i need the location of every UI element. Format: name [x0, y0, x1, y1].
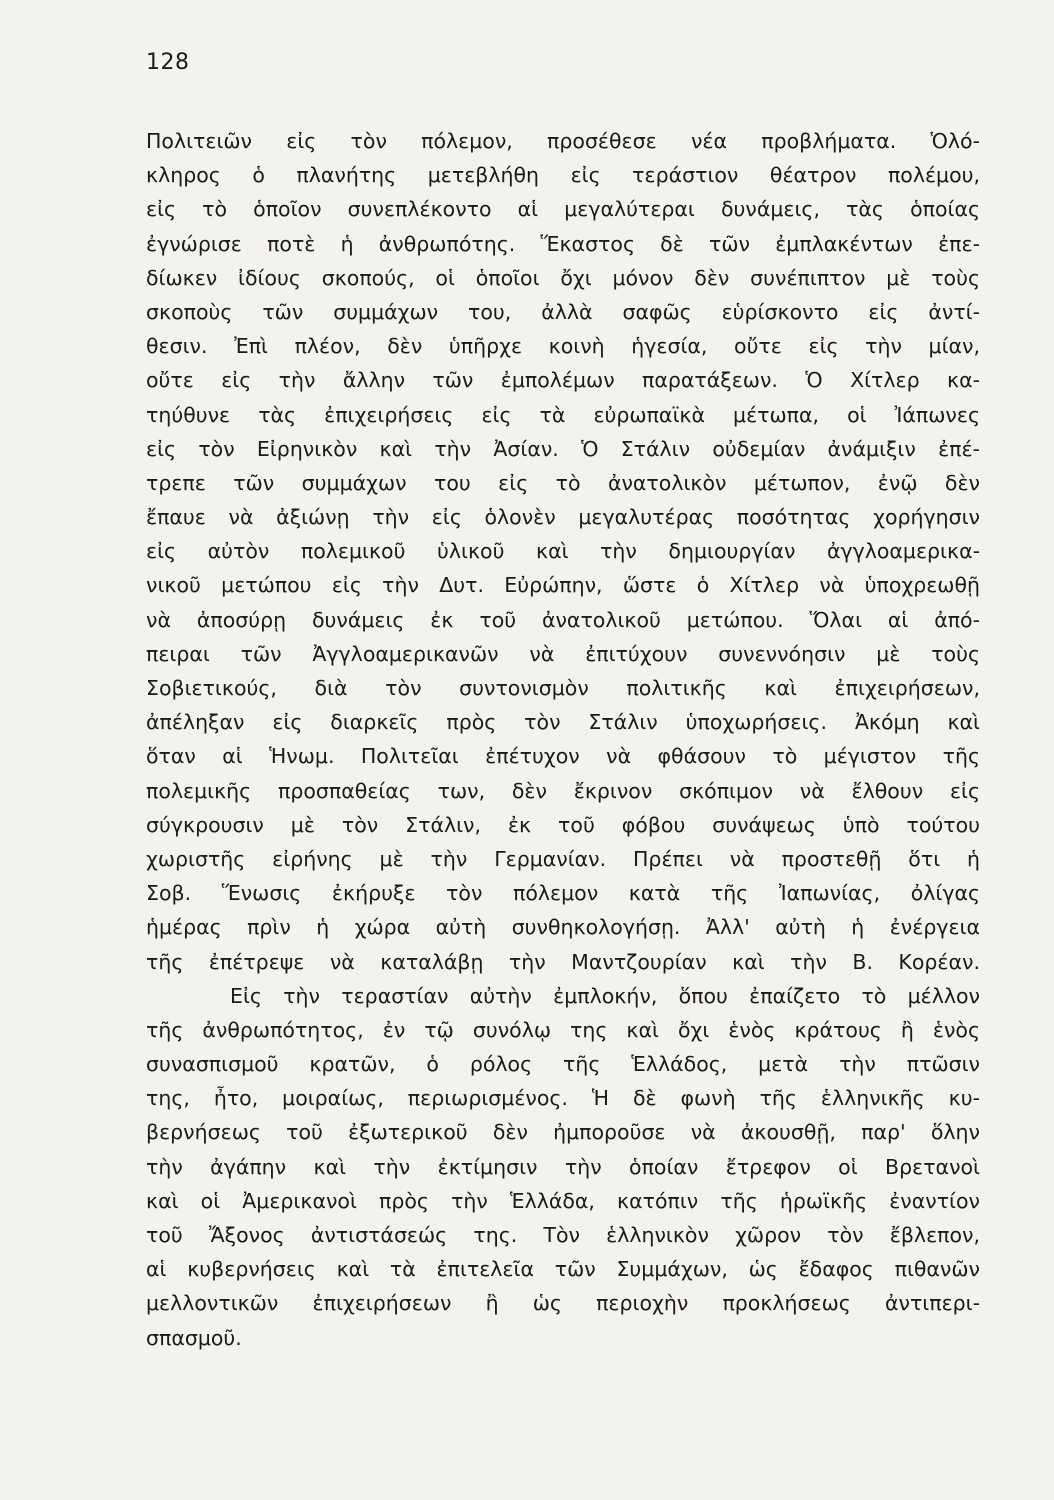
- text-line: Πολιτειῶν εἰς τὸν πόλεμον, προσέθεσε νέα προβλήματα. Ὁλό-: [146, 129, 980, 153]
- text-line: χωριστῆς εἰρήνης μὲ τὴν Γερμανίαν. Πρέπει νὰ προστεθῇ ὅτι ἡ: [146, 846, 980, 871]
- text-line: σπασμοῦ.: [146, 1325, 242, 1350]
- text-line: ὅταν αἱ Ἡνωμ. Πολιτεῖαι ἐπέτυχον νὰ φθάσουν τὸ μέγιστον τῆς: [146, 744, 980, 769]
- text-line: κληρος ὁ πλανήτης μετεβλήθη εἰς τεράστιον θέατρον πολέμου,: [146, 163, 980, 188]
- text-line: καὶ οἱ Ἀμερικανοὶ πρὸς τὴν Ἑλλάδα, κατόπιν τῆς ἡρωϊκῆς ἐναντίον: [146, 1188, 980, 1213]
- text-line: ἐγνώρισε ποτὲ ἡ ἀνθρωπότης. Ἕκαστος δὲ τῶν ἐμπλακέντων ἐπε-: [146, 231, 980, 256]
- page-number: 128: [146, 50, 190, 75]
- text-line: τοῦ Ἄξονος ἀντιστάσεώς της. Τὸν ἑλληνικὸν χῶρον τὸν ἔβλεπον,: [146, 1223, 980, 1247]
- text-line: σύγκρουσιν μὲ τὸν Στάλιν, ἐκ τοῦ φόβου συνάψεως ὑπὸ τούτου: [146, 812, 980, 837]
- text-line: πειραι τῶν Ἀγγλοαμερικανῶν νὰ ἐπιτύχουν συνεννόησιν μὲ τοὺς: [146, 641, 980, 666]
- text-line: Σοβιετικούς, διὰ τὸν συντονισμὸν πολιτικῆς καὶ ἐπιχειρήσεων,: [146, 676, 980, 700]
- text-line: βερνήσεως τοῦ ἐξωτερικοῦ δὲν ἠμποροῦσε νὰ ἀκουσθῇ, παρ' ὅλην: [146, 1120, 980, 1145]
- text-line: τῆς ἀνθρωπότητος, ἐν τῷ συνόλῳ της καὶ ὄχι ἑνὸς κράτους ἢ ἑνὸς: [146, 1017, 980, 1042]
- text-line: Σοβ. Ἕνωσις ἐκήρυξε τὸν πόλεμον κατὰ τῆς Ἰαπωνίας, ὀλίγας: [146, 881, 980, 906]
- text-line: Εἰς τὴν τεραστίαν αὐτὴν ἐμπλοκήν, ὅπου ἐπαίζετο τὸ μέλλον: [230, 983, 980, 1008]
- text-line: τηύθυνε τὰς ἐπιχειρήσεις εἰς τὰ εὐρωπαϊκὰ μέτωπα, οἱ Ἰάπωνες: [146, 402, 980, 427]
- text-line: εἰς τὸν Εἰρηνικὸν καὶ τὴν Ἀσίαν. Ὁ Στάλιν οὐδεμίαν ἀνάμιξιν ἐπέ-: [146, 436, 980, 461]
- text-line: σκοποὺς τῶν συμμάχων του, ἀλλὰ σαφῶς εὑρίσκοντο εἰς ἀντί-: [146, 299, 980, 324]
- text-line: ἀπέληξαν εἰς διαρκεῖς πρὸς τὸν Στάλιν ὑποχωρήσεις. Ἀκόμη καὶ: [146, 710, 980, 735]
- text-line: θεσιν. Ἐπὶ πλέον, δὲν ὑπῆρχε κοινὴ ἡγεσία, οὔτε εἰς τὴν μίαν,: [146, 334, 980, 359]
- text-line: νικοῦ μετώπου εἰς τὴν Δυτ. Εὐρώπην, ὥστε ὁ Χίτλερ νὰ ὑποχρεωθῇ: [146, 573, 980, 598]
- text-line: αἱ κυβερνήσεις καὶ τὰ ἐπιτελεῖα τῶν Συμμάχων, ὡς ἔδαφος πιθανῶν: [146, 1257, 980, 1282]
- text-line: εἰς αὐτὸν πολεμικοῦ ὑλικοῦ καὶ τὴν δημιουργίαν ἀγγλοαμερικα-: [146, 539, 980, 564]
- text-line: εἰς τὸ ὁποῖον συνεπλέκοντο αἱ μεγαλύτεραι δυνάμεις, τὰς ὁποίας: [146, 197, 980, 222]
- text-line: νὰ ἀποσύρῃ δυνάμεις ἐκ τοῦ ἀνατολικοῦ μετώπου. Ὅλαι αἱ ἀπό-: [146, 607, 980, 632]
- text-line: δίωκεν ἰδίους σκοπούς, οἱ ὁποῖοι ὄχι μόνον δὲν συνέπιπτον μὲ τοὺς: [146, 265, 980, 290]
- text-line: ἔπαυε νὰ ἀξιώνῃ τὴν εἰς ὁλονὲν μεγαλυτέρας ποσότητας χορήγησιν: [146, 505, 980, 530]
- text-line: τῆς ἐπέτρεψε νὰ καταλάβῃ τὴν Μαντζουρίαν καὶ τὴν Β. Κορέαν.: [146, 949, 980, 974]
- text-line: συνασπισμοῦ κρατῶν, ὁ ρόλος τῆς Ἑλλάδος, μετὰ τὴν πτῶσιν: [146, 1052, 980, 1077]
- text-line: οὔτε εἰς τὴν ἄλλην τῶν ἐμπολέμων παρατάξεων. Ὁ Χίτλερ κα-: [146, 368, 980, 393]
- text-line: ἡμέρας πρὶν ἡ χώρα αὐτὴ συνθηκολογήσῃ. Ἀλλ' αὐτὴ ἡ ἐνέργεια: [146, 915, 980, 940]
- text-line: πολεμικῆς προσπαθείας των, δὲν ἔκρινον σκόπιμον νὰ ἔλθουν εἰς: [146, 778, 980, 803]
- text-line: τὴν ἀγάπην καὶ τὴν ἐκτίμησιν τὴν ὁποίαν ἔτρεφον οἱ Βρετανοὶ: [146, 1154, 980, 1179]
- text-line: τρεπε τῶν συμμάχων του εἰς τὸ ἀνατολικὸν μέτωπον, ἐνῷ δὲν: [146, 470, 980, 495]
- body-text: [146, 124, 980, 1355]
- text-line: της, ἦτο, μοιραίως, περιωρισμένος. Ἡ δὲ φωνὴ τῆς ἑλληνικῆς κυ-: [146, 1086, 980, 1111]
- text-line: μελλοντικῶν ἐπιχειρήσεων ἢ ὡς περιοχὴν προκλήσεως ἀντιπερι-: [146, 1291, 980, 1316]
